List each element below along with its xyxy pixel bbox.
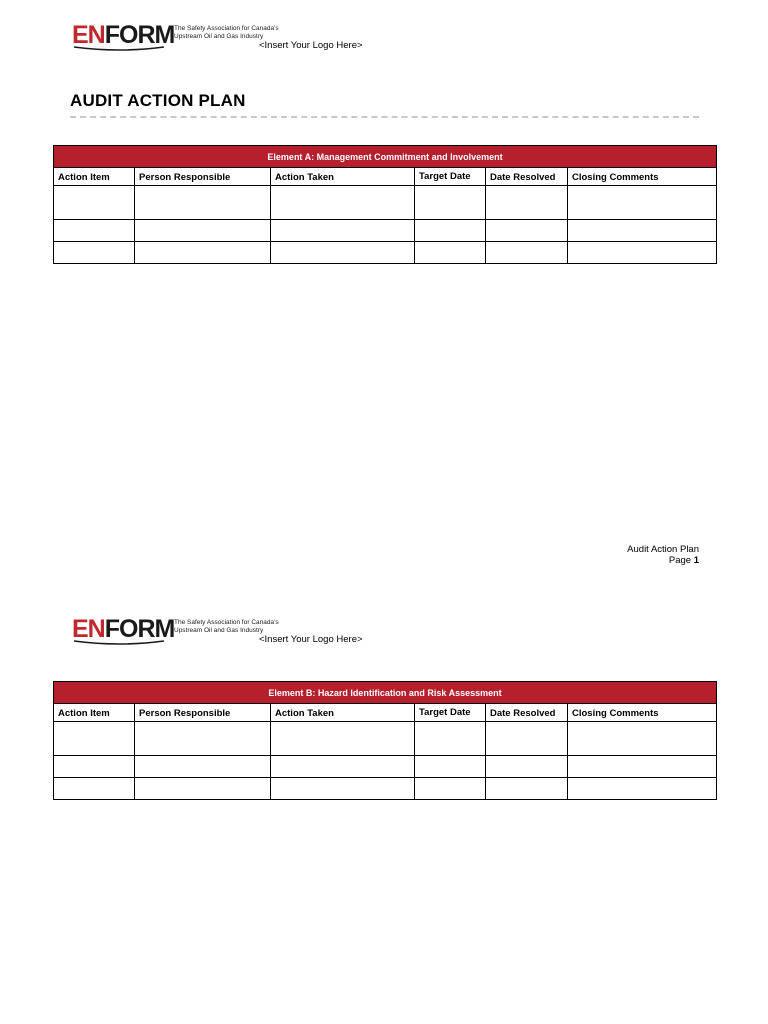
table-cell[interactable]	[568, 756, 717, 778]
table-cell[interactable]	[135, 722, 271, 756]
table-cell[interactable]	[486, 186, 568, 220]
logo-placeholder-text: <Insert Your Logo Here>	[259, 634, 363, 645]
logo-tagline: The Safety Association for Canada's Upstream Oil and Gas Industry	[174, 619, 279, 634]
column-header-closing-comments: Closing Comments	[568, 168, 717, 186]
table-cell[interactable]	[568, 220, 717, 242]
title-divider	[70, 116, 699, 118]
footer-page-number: Page 1	[668, 555, 699, 566]
section-heading: Element B: Hazard Identification and Risk Assessment	[54, 682, 717, 704]
column-header-action-taken: Action Taken	[271, 168, 415, 186]
table-cell[interactable]	[271, 186, 415, 220]
enform-wordmark: ENFORM	[72, 615, 175, 643]
table-cell[interactable]	[135, 220, 271, 242]
footer-doc-name: Audit Action Plan	[627, 544, 699, 555]
table-cell[interactable]	[486, 722, 568, 756]
enform-logo-mark	[72, 615, 175, 643]
table-cell[interactable]	[135, 242, 271, 264]
table-cell[interactable]	[568, 778, 717, 800]
logo-tagline: The Safety Association for Canada's Upstream Oil and Gas Industry	[174, 25, 279, 40]
table-cell[interactable]	[568, 242, 717, 264]
table-cell[interactable]	[415, 186, 486, 220]
section-heading: Element A: Management Commitment and Involvement	[54, 146, 717, 168]
column-header-person-responsible: Person Responsible	[135, 704, 271, 722]
table-row	[54, 778, 717, 800]
table-row	[54, 220, 717, 242]
action-table-element-b	[53, 681, 717, 800]
table-row	[54, 756, 717, 778]
column-header-action-taken: Action Taken	[271, 704, 415, 722]
table-cell[interactable]	[486, 778, 568, 800]
table-cell[interactable]	[568, 186, 717, 220]
table-cell[interactable]	[54, 186, 135, 220]
enform-logo	[72, 22, 279, 48]
column-header-person-responsible: Person Responsible	[135, 168, 271, 186]
table-cell[interactable]	[415, 722, 486, 756]
page-footer	[627, 544, 699, 566]
table-cell[interactable]	[54, 220, 135, 242]
table-cell[interactable]	[486, 756, 568, 778]
table-cell[interactable]	[135, 186, 271, 220]
table-cell[interactable]	[415, 778, 486, 800]
column-header-closing-comments: Closing Comments	[568, 704, 717, 722]
table-cell[interactable]	[415, 220, 486, 242]
logo-placeholder-text: <Insert Your Logo Here>	[259, 40, 363, 51]
table-row	[54, 242, 717, 264]
column-header-action-item: Action Item	[54, 704, 135, 722]
table-cell[interactable]	[54, 756, 135, 778]
column-header-target-date: Target Date	[415, 704, 486, 722]
table-cell[interactable]	[271, 756, 415, 778]
logo-swoosh-icon	[72, 46, 166, 52]
action-table-element-a	[53, 145, 717, 264]
table-cell[interactable]	[54, 722, 135, 756]
table-cell[interactable]	[486, 242, 568, 264]
table-cell[interactable]	[271, 722, 415, 756]
table-row	[54, 186, 717, 220]
table-cell[interactable]	[568, 722, 717, 756]
column-header-action-item: Action Item	[54, 168, 135, 186]
table-cell[interactable]	[135, 778, 271, 800]
table-cell[interactable]	[271, 778, 415, 800]
table-cell[interactable]	[486, 220, 568, 242]
enform-wordmark: ENFORM	[72, 21, 175, 49]
table-row	[54, 722, 717, 756]
logo-swoosh-icon	[72, 640, 166, 646]
table-cell[interactable]	[415, 242, 486, 264]
page-title: AUDIT ACTION PLAN	[70, 91, 246, 110]
table-cell[interactable]	[271, 242, 415, 264]
column-header-date-resolved: Date Resolved	[486, 168, 568, 186]
column-header-target-date: Target Date	[415, 168, 486, 186]
column-header-date-resolved: Date Resolved	[486, 704, 568, 722]
table-cell[interactable]	[271, 220, 415, 242]
table-cell[interactable]	[54, 778, 135, 800]
table-cell[interactable]	[135, 756, 271, 778]
table-cell[interactable]	[415, 756, 486, 778]
table-cell[interactable]	[54, 242, 135, 264]
enform-logo	[72, 616, 279, 642]
enform-logo-mark	[72, 21, 175, 49]
